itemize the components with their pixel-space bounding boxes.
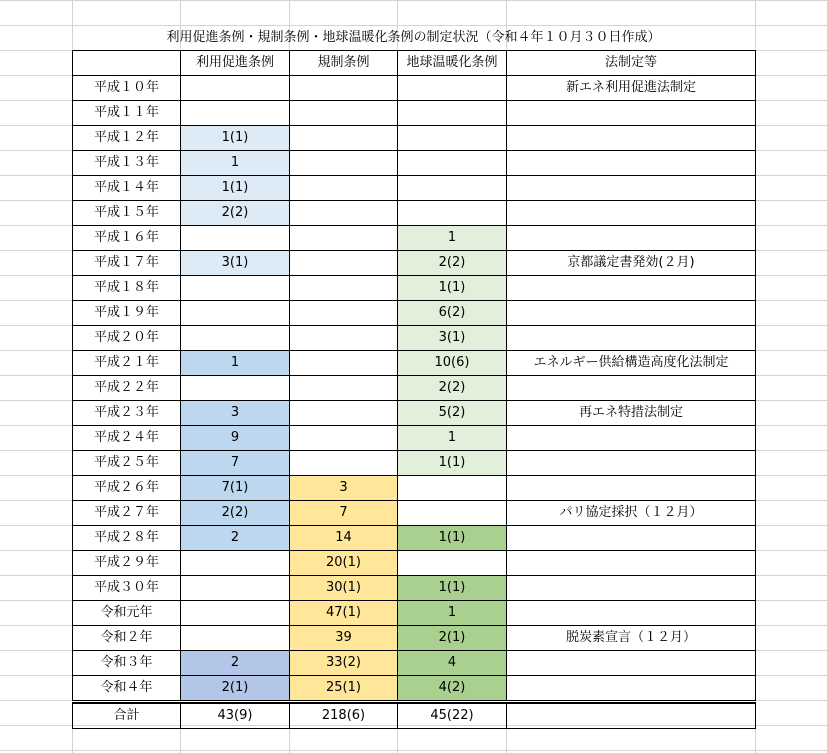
law-note-cell[interactable] [507,326,756,351]
regulation-cell[interactable] [290,426,398,451]
promotion-cell[interactable]: 2(2) [181,501,290,526]
total-promotion[interactable]: 43(9) [181,703,290,729]
promotion-cell[interactable] [181,276,290,301]
promotion-cell[interactable]: 7 [181,451,290,476]
law-note-cell[interactable]: パリ協定採択（１２月） [507,501,756,526]
law-note-cell[interactable] [507,101,756,126]
table-row [73,176,756,201]
law-note-cell[interactable] [507,676,756,701]
warming-cell[interactable]: 1(1) [398,576,507,601]
promotion-cell[interactable]: 2(2) [181,201,290,226]
law-note-cell[interactable] [507,426,756,451]
warming-cell[interactable] [398,101,507,126]
warming-cell[interactable]: 1(1) [398,451,507,476]
law-note-cell[interactable]: エネルギー供給構造高度化法制定 [507,351,756,376]
law-note-cell[interactable] [507,476,756,501]
regulation-cell[interactable] [290,76,398,101]
table-row [73,326,756,351]
year-cell[interactable]: 平成２４年 [73,426,181,451]
law-note-cell[interactable]: 再エネ特措法制定 [507,401,756,426]
promotion-cell[interactable]: 1(1) [181,126,290,151]
year-cell[interactable]: 平成１３年 [73,151,181,176]
regulation-cell[interactable] [290,351,398,376]
table-row [73,501,756,526]
table-row [73,201,756,226]
warming-cell[interactable]: 4(2) [398,676,507,701]
table-row [73,76,756,101]
table-row [73,126,756,151]
warming-cell[interactable]: 2(2) [398,376,507,401]
regulation-cell[interactable] [290,201,398,226]
year-cell[interactable]: 令和元年 [73,601,181,626]
table-row [73,101,756,126]
year-cell[interactable]: 平成１４年 [73,176,181,201]
promotion-cell[interactable] [181,376,290,401]
total-regulation[interactable]: 218(6) [290,703,398,729]
year-cell[interactable]: 平成１６年 [73,226,181,251]
table-row [73,376,756,401]
header-row [73,51,756,76]
regulation-cell[interactable]: 30(1) [290,576,398,601]
law-note-cell[interactable] [507,651,756,676]
total-row [73,703,756,729]
law-note-cell[interactable] [507,601,756,626]
warming-cell[interactable]: 4 [398,651,507,676]
year-cell[interactable]: 令和４年 [73,676,181,701]
table-row [73,151,756,176]
regulation-cell[interactable]: 39 [290,626,398,651]
promotion-cell[interactable] [181,76,290,101]
promotion-cell[interactable] [181,601,290,626]
table-row [73,251,756,276]
law-note-cell[interactable] [507,451,756,476]
table-row [73,551,756,576]
regulation-cell[interactable]: 7 [290,501,398,526]
regulation-cell[interactable]: 47(1) [290,601,398,626]
table-row [73,401,756,426]
total-note[interactable] [507,703,756,729]
promotion-cell[interactable] [181,551,290,576]
law-note-cell[interactable] [507,301,756,326]
year-cell[interactable]: 平成２２年 [73,376,181,401]
promotion-cell[interactable]: 3 [181,401,290,426]
table-row [73,426,756,451]
year-cell[interactable]: 平成１８年 [73,276,181,301]
table-row [73,226,756,251]
table-row [73,576,756,601]
total-label[interactable]: 合計 [73,703,181,729]
promotion-cell[interactable] [181,226,290,251]
year-cell[interactable]: 平成２３年 [73,401,181,426]
regulation-cell[interactable]: 20(1) [290,551,398,576]
law-note-cell[interactable]: 京都議定書発効(２月) [507,251,756,276]
year-cell[interactable]: 平成２８年 [73,526,181,551]
regulation-cell[interactable] [290,451,398,476]
promotion-cell[interactable] [181,326,290,351]
year-cell[interactable]: 令和３年 [73,651,181,676]
year-cell[interactable]: 平成２６年 [73,476,181,501]
warming-cell[interactable]: 1(1) [398,276,507,301]
table-row [73,626,756,651]
table-row [73,301,756,326]
header-promotion[interactable]: 利用促進条例 [181,51,290,76]
warming-cell[interactable]: 1(1) [398,526,507,551]
year-cell[interactable]: 平成１７年 [73,251,181,276]
promotion-cell[interactable]: 2 [181,651,290,676]
year-cell[interactable]: 平成２０年 [73,326,181,351]
regulation-cell[interactable] [290,101,398,126]
header-regulation[interactable]: 規制条例 [290,51,398,76]
year-cell[interactable]: 平成２１年 [73,351,181,376]
regulation-cell[interactable]: 25(1) [290,676,398,701]
promotion-cell[interactable] [181,101,290,126]
warming-cell[interactable]: 2(2) [398,251,507,276]
gridline-horizontal [0,750,827,751]
regulation-cell[interactable]: 14 [290,526,398,551]
warming-cell[interactable]: 6(2) [398,301,507,326]
warming-cell[interactable] [398,176,507,201]
table-row [73,276,756,301]
warming-cell[interactable]: 1 [398,426,507,451]
promotion-cell[interactable]: 9 [181,426,290,451]
promotion-cell[interactable]: 2(1) [181,676,290,701]
year-cell[interactable]: 平成１９年 [73,301,181,326]
promotion-cell[interactable] [181,576,290,601]
table-row [73,651,756,676]
year-cell[interactable]: 平成１０年 [73,76,181,101]
header-law[interactable]: 法制定等 [507,51,756,76]
promotion-cell[interactable]: 1 [181,151,290,176]
table-row [73,476,756,501]
regulation-cell[interactable]: 3 [290,476,398,501]
header-year[interactable] [73,51,181,76]
regulation-cell[interactable] [290,226,398,251]
law-note-cell[interactable] [507,176,756,201]
promotion-cell[interactable]: 1 [181,351,290,376]
promotion-cell[interactable] [181,301,290,326]
regulation-cell[interactable] [290,251,398,276]
regulation-cell[interactable] [290,301,398,326]
law-note-cell[interactable] [507,151,756,176]
year-cell[interactable]: 平成１２年 [73,126,181,151]
warming-cell[interactable] [398,76,507,101]
regulation-cell[interactable] [290,276,398,301]
promotion-cell[interactable]: 7(1) [181,476,290,501]
law-note-cell[interactable] [507,126,756,151]
regulation-cell[interactable] [290,376,398,401]
promotion-cell[interactable]: 2 [181,526,290,551]
year-cell[interactable]: 平成１５年 [73,201,181,226]
regulation-cell[interactable] [290,326,398,351]
regulation-cell[interactable] [290,401,398,426]
warming-cell[interactable]: 5(2) [398,401,507,426]
year-cell[interactable]: 平成２９年 [73,551,181,576]
total-warming[interactable]: 45(22) [398,703,507,729]
year-cell[interactable]: 平成１１年 [73,101,181,126]
table-row [73,451,756,476]
regulation-cell[interactable] [290,151,398,176]
warming-cell[interactable] [398,551,507,576]
regulation-cell[interactable]: 33(2) [290,651,398,676]
warming-cell[interactable] [398,201,507,226]
law-note-cell[interactable] [507,526,756,551]
sheet-title: 利用促進条例・規制条例・地球温暖化条例の制定状況（令和４年１０月３０日作成） [166,30,661,45]
law-note-cell[interactable] [507,576,756,601]
warming-cell[interactable]: 2(1) [398,626,507,651]
warming-cell[interactable] [398,476,507,501]
law-note-cell[interactable] [507,551,756,576]
year-cell[interactable]: 平成３０年 [73,576,181,601]
warming-cell[interactable]: 1 [398,226,507,251]
promotion-cell[interactable]: 3(1) [181,251,290,276]
law-note-cell[interactable]: 新エネ利用促進法制定 [507,76,756,101]
law-note-cell[interactable] [507,276,756,301]
promotion-cell[interactable] [181,626,290,651]
promotion-cell[interactable]: 1(1) [181,176,290,201]
warming-cell[interactable] [398,126,507,151]
warming-cell[interactable]: 10(6) [398,351,507,376]
warming-cell[interactable] [398,501,507,526]
warming-cell[interactable] [398,151,507,176]
table-row [73,351,756,376]
law-note-cell[interactable]: 脱炭素宣言（１２月） [507,626,756,651]
law-note-cell[interactable] [507,376,756,401]
warming-cell[interactable]: 3(1) [398,326,507,351]
regulation-cell[interactable] [290,176,398,201]
year-cell[interactable]: 平成２７年 [73,501,181,526]
table-row [73,526,756,551]
ordinance-table [72,50,756,729]
law-note-cell[interactable] [507,226,756,251]
year-cell[interactable]: 平成２５年 [73,451,181,476]
law-note-cell[interactable] [507,201,756,226]
table-row [73,601,756,626]
warming-cell[interactable]: 1 [398,601,507,626]
gridline-horizontal [0,0,827,1]
header-warming[interactable]: 地球温暖化条例 [398,51,507,76]
table-row [73,676,756,701]
year-cell[interactable]: 令和２年 [73,626,181,651]
regulation-cell[interactable] [290,126,398,151]
